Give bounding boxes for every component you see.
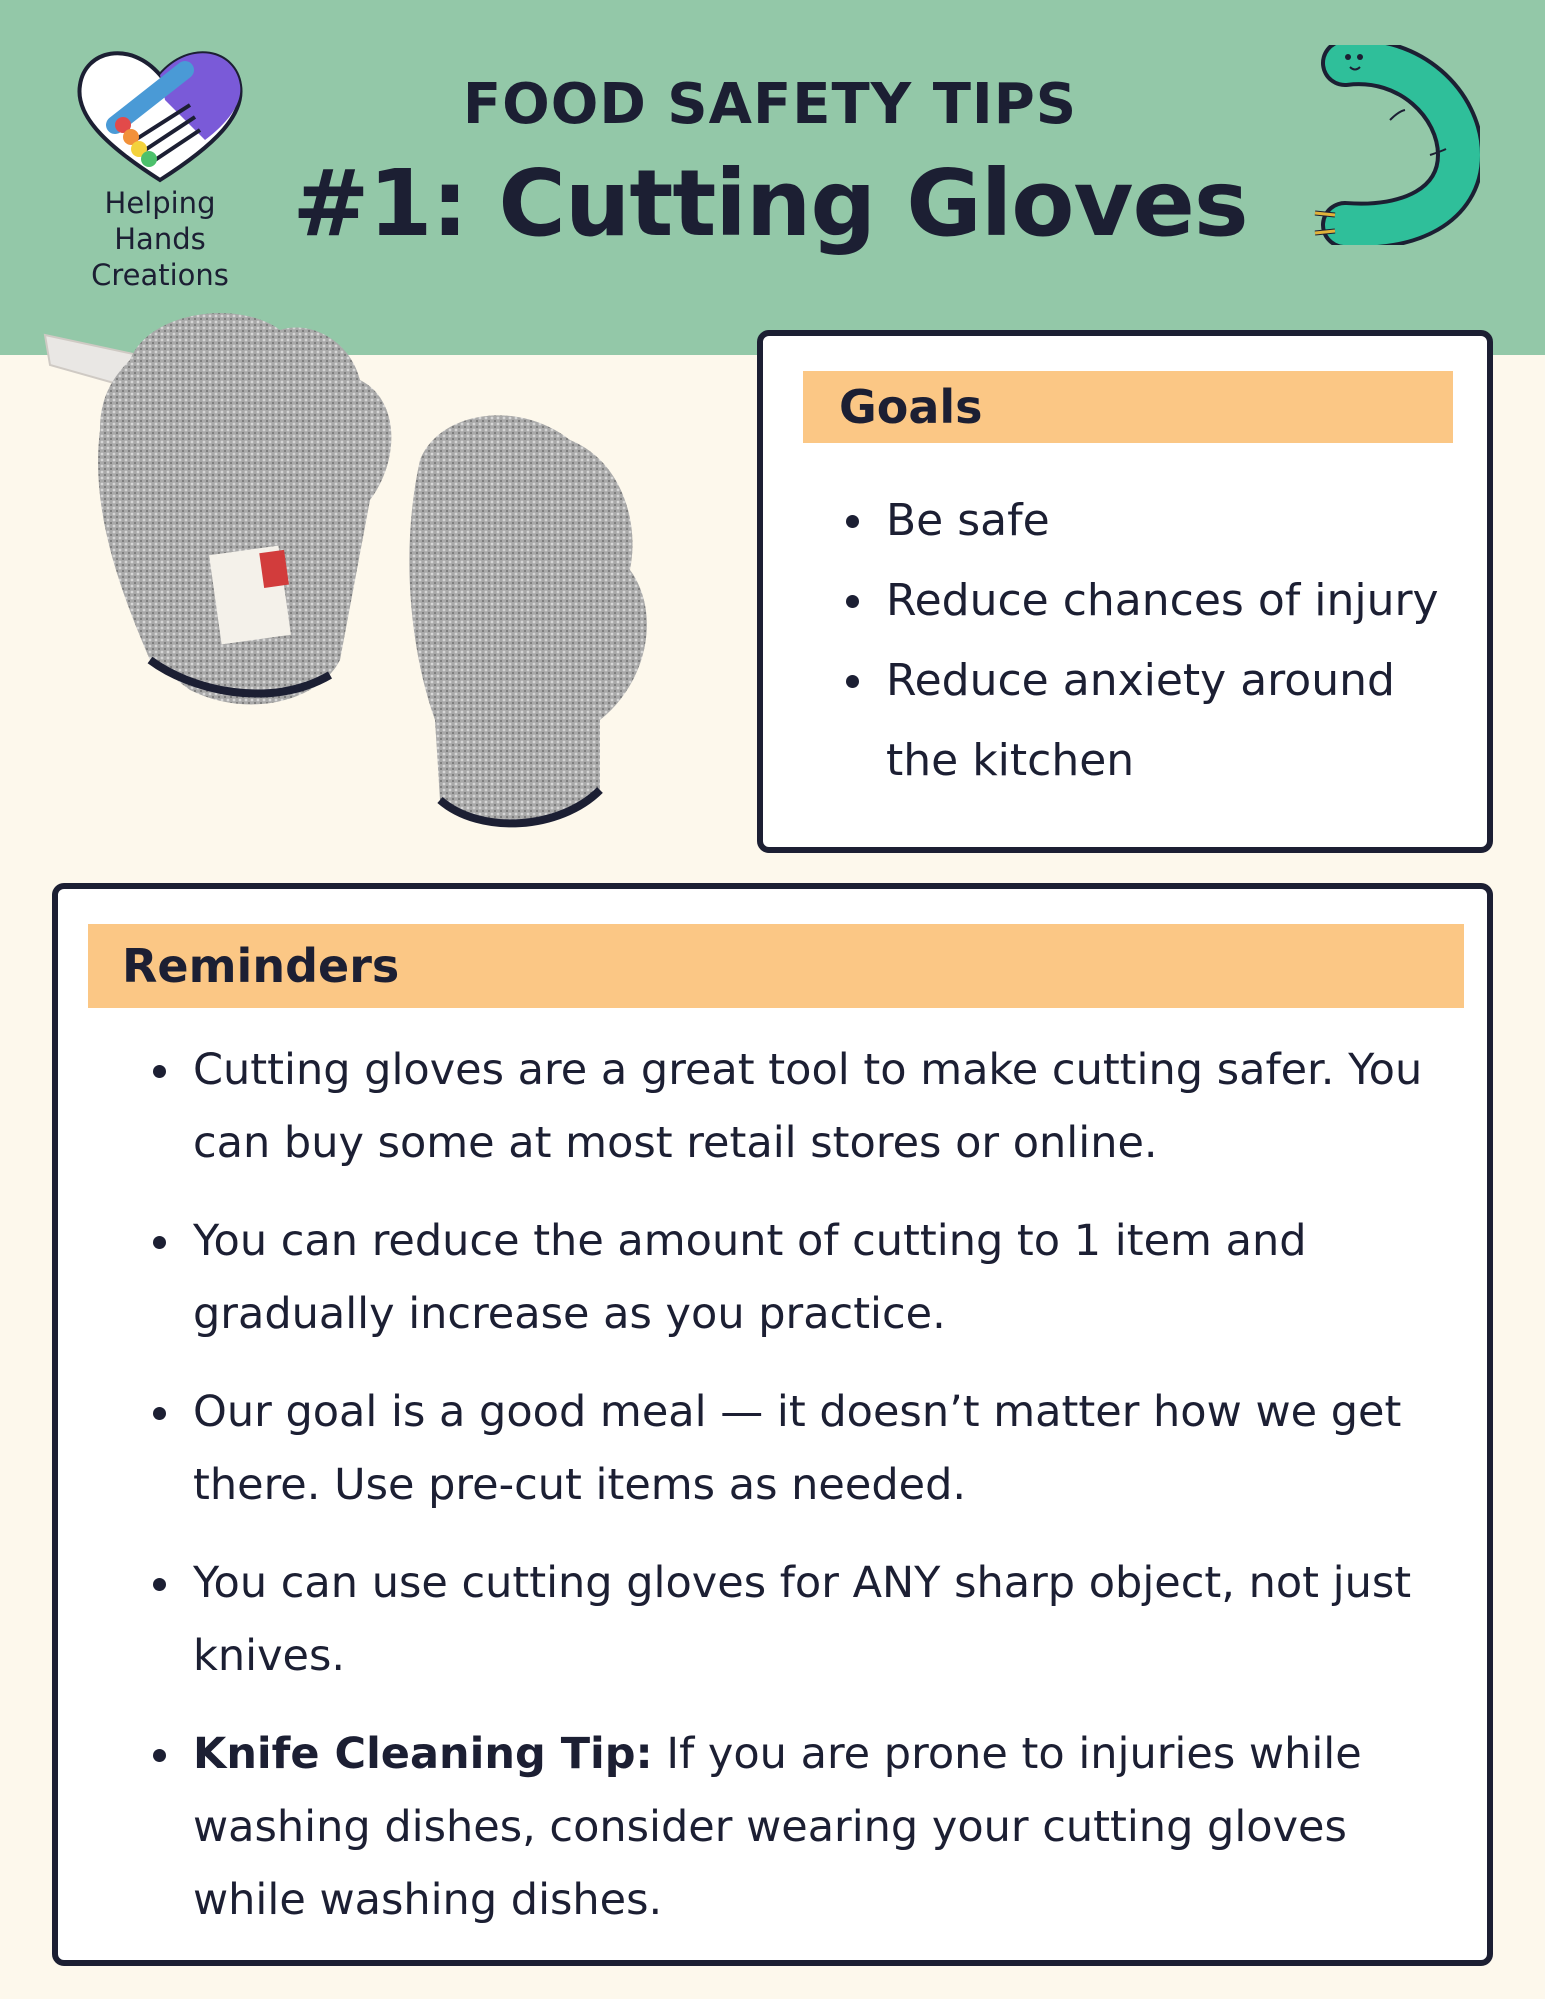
goal-item: Be safe — [886, 481, 1466, 561]
goal-item: Reduce chances of injury — [886, 561, 1466, 641]
reminder-item: You can reduce the amount of cutting to 1 item and gradually increase as you practice. — [193, 1205, 1443, 1351]
knife-cleaning-tip-text: If you are prone to injuries while washing dishes, consider wearing your cutting gloves while washing dishes. — [193, 1729, 1362, 1925]
logo-line-2: Creations — [91, 258, 229, 292]
goals-heading: Goals — [803, 371, 1453, 443]
goal-item: Reduce anxiety around the kitchen — [886, 641, 1466, 801]
page-title: #1: Cutting Gloves — [292, 150, 1248, 257]
logo-line-1: Helping Hands — [104, 186, 216, 256]
reminder-item: Our goal is a good meal — it doesn’t matter how we get there. Use pre-cut items as needed. — [193, 1376, 1443, 1522]
reminders-heading: Reminders — [88, 924, 1464, 1008]
worm-mascot-icon — [1300, 45, 1480, 245]
brand-logo — [55, 45, 265, 292]
knife-cleaning-tip-label: Knife Cleaning Tip: — [193, 1729, 653, 1779]
page-supertitle: FOOD SAFETY TIPS — [462, 72, 1078, 137]
reminder-item: You can use cutting gloves for ANY sharp object, not just knives. — [193, 1547, 1443, 1693]
reminders-card — [52, 883, 1493, 1966]
reminder-item: Cutting gloves are a great tool to make cutting safer. You can buy some at most retail stores or online. — [193, 1034, 1443, 1180]
reminder-item-tip — [193, 1718, 1443, 1937]
reminders-list — [193, 1034, 1443, 1962]
cut-resistant-gloves-image — [40, 290, 730, 870]
goals-card — [757, 330, 1493, 853]
goals-list — [886, 481, 1466, 801]
heart-handshake-icon — [75, 45, 245, 185]
